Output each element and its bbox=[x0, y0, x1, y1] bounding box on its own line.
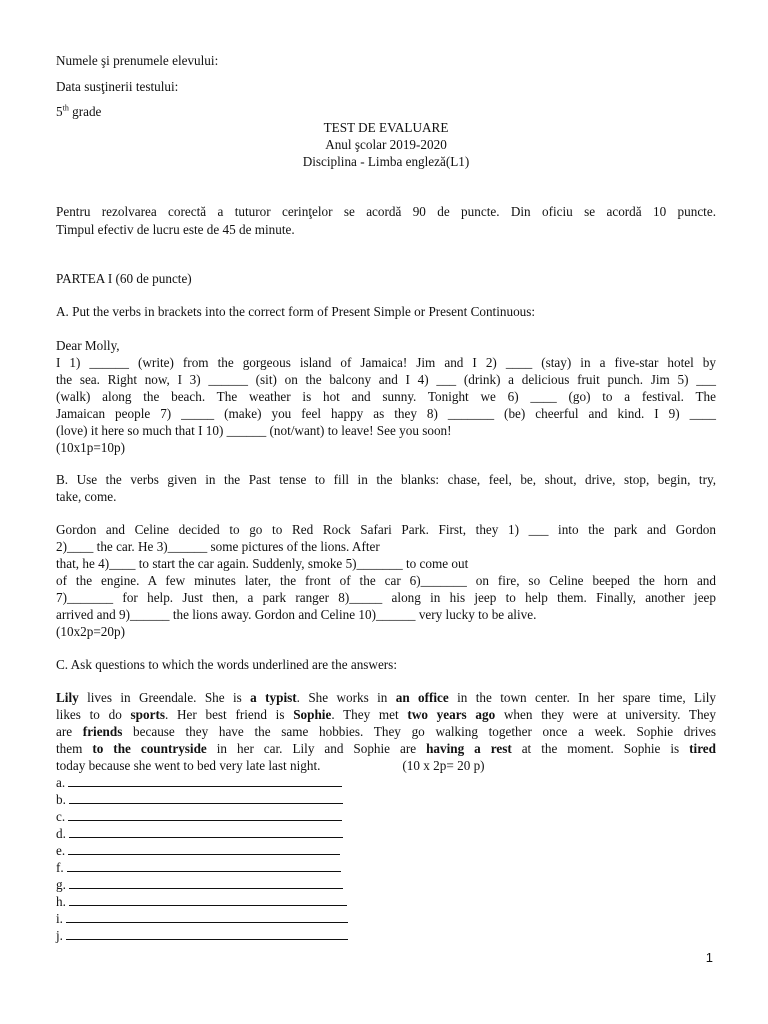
section-b-line: arrived and 9)______ the lions away. Gordon and Celine 10)______ very lucky to be alive. bbox=[56, 607, 537, 622]
answer-line-b[interactable]: b. bbox=[56, 792, 343, 808]
school-year: Anul şcolar 2019-2020 bbox=[325, 137, 447, 152]
test-title: TEST DE EVALUARE bbox=[323, 120, 449, 135]
instructions-line-1: Pentru rezolvarea corectă a tuturor cerinţelor se acordă 90 de puncte. Din oficiu se acordă 10 puncte. bbox=[56, 204, 716, 219]
section-b-instruction-cont: take, come. bbox=[56, 489, 117, 504]
section-b-line: Gordon and Celine decided to go to Red Rock Safari Park. First, they 1) ___ into the park and Gordon bbox=[56, 522, 716, 537]
blank-rule bbox=[67, 860, 341, 872]
grade-number: 5 bbox=[56, 104, 63, 119]
section-a-line: the sea. Right now, I 3) ______ (sit) on the balcony and I 4) ___ (drink) a delicious fruit punch. Jim 5) ___ bbox=[56, 372, 716, 387]
underlined-answer: Sophie bbox=[293, 707, 332, 722]
answer-line-a[interactable]: a. bbox=[56, 775, 342, 791]
answer-line-e[interactable]: e. bbox=[56, 843, 340, 859]
blank-rule bbox=[69, 792, 343, 804]
grade-suffix: th bbox=[62, 103, 69, 113]
underlined-answer: tired bbox=[689, 741, 716, 756]
section-a-instruction: A. Put the verbs in brackets into the correct form of Present Simple or Present Continuous: bbox=[56, 304, 536, 319]
section-a-line: Jamaican people 7) _____ (make) you feel happy as they 8) _______ (be) cheerful and kind. I 9) ____ bbox=[56, 406, 716, 421]
answer-line-c[interactable]: c. bbox=[56, 809, 342, 825]
test-date-label: Data susţinerii testului: bbox=[56, 79, 179, 94]
section-c-paragraph-line: are friends because they have the same hobbies. They go walking together once a week. Sophie drives bbox=[56, 724, 716, 739]
blank-rule bbox=[69, 826, 343, 838]
section-a-line: I 1) ______ (write) from the gorgeous island of Jamaica! Jim and I 2) ____ (stay) in a five-star hotel by bbox=[56, 355, 716, 370]
page-number: 1 bbox=[705, 950, 713, 965]
underlined-answer: friends bbox=[82, 724, 123, 739]
section-c-paragraph-line: Lily lives in Greendale. She is a typist. She works in an office in the town center. In her spare time, Lily bbox=[56, 690, 716, 705]
section-c-instruction: C. Ask questions to which the words underlined are the answers: bbox=[56, 657, 397, 672]
letter-greeting: Dear Molly, bbox=[56, 338, 120, 353]
blank-rule bbox=[68, 843, 340, 855]
blank-rule bbox=[68, 809, 342, 821]
section-c-score: (10 x 2p= 20 p) bbox=[402, 758, 485, 773]
answer-line-d[interactable]: d. bbox=[56, 826, 343, 842]
underlined-answer: sports bbox=[130, 707, 165, 722]
grade-label bbox=[56, 104, 101, 120]
blank-rule bbox=[68, 775, 342, 787]
section-c-paragraph-line: likes to do sports. Her best friend is Sophie. They met two years ago when they were at university. They bbox=[56, 707, 716, 722]
answer-line-h[interactable]: h. bbox=[56, 894, 347, 910]
blank-rule bbox=[66, 911, 348, 923]
grade-word: grade bbox=[72, 104, 102, 119]
answer-line-f[interactable]: f. bbox=[56, 860, 341, 876]
answer-line-j[interactable]: j. bbox=[56, 928, 348, 944]
answer-line-g[interactable]: g. bbox=[56, 877, 343, 893]
part-1-heading: PARTEA I (60 de puncte) bbox=[56, 271, 192, 286]
section-b-line: 2)____ the car. He 3)______ some pictures of the lions. After bbox=[56, 539, 380, 554]
section-a-score: (10x1p=10p) bbox=[56, 440, 125, 455]
underlined-answer: having a rest bbox=[426, 741, 512, 756]
blank-rule bbox=[69, 877, 343, 889]
underlined-answer: two years ago bbox=[407, 707, 496, 722]
student-name-label: Numele şi prenumele elevului: bbox=[56, 53, 219, 68]
subject: Disciplina - Limba engleză(L1) bbox=[302, 154, 470, 169]
underlined-answer: a typist bbox=[250, 690, 297, 705]
section-b-line: of the engine. A few minutes later, the front of the car 6)_______ on fire, so Celine beeped the horn and bbox=[56, 573, 716, 588]
answer-line-i[interactable]: i. bbox=[56, 911, 348, 927]
underlined-answer: to the countryside bbox=[92, 741, 207, 756]
section-a-line: (walk) along the beach. The weather is hot and sunny. Tonight we 6) ____ (go) to a festival. The bbox=[56, 389, 716, 404]
section-c-paragraph-line: them to the countryside in her car. Lily and Sophie are having a rest at the moment. Sophie is tired bbox=[56, 741, 716, 756]
underlined-answer: Lily bbox=[56, 690, 79, 705]
blank-rule bbox=[66, 928, 348, 940]
section-b-score: (10x2p=20p) bbox=[56, 624, 125, 639]
section-b-line: 7)_______ for help. Just then, a park ranger 8)_____ along in his jeep to help them. Finally, another jeep bbox=[56, 590, 716, 605]
section-b-line: that, he 4)____ to start the car again. Suddenly, smoke 5)_______ to come out bbox=[56, 556, 469, 571]
section-b-instruction: B. Use the verbs given in the Past tense to fill in the blanks: chase, feel, be, shout, drive, stop, begin, try, bbox=[56, 472, 716, 487]
blank-rule bbox=[69, 894, 347, 906]
section-a-line: (love) it here so much that I 10) ______ (not/want) to leave! See you soon! bbox=[56, 423, 452, 438]
section-c-paragraph-line: today because she went to bed very late last night. (10 x 2p= 20 p) bbox=[56, 758, 485, 773]
underlined-answer: an office bbox=[395, 690, 449, 705]
instructions-line-2: Timpul efectiv de lucru este de 45 de minute. bbox=[56, 222, 295, 237]
